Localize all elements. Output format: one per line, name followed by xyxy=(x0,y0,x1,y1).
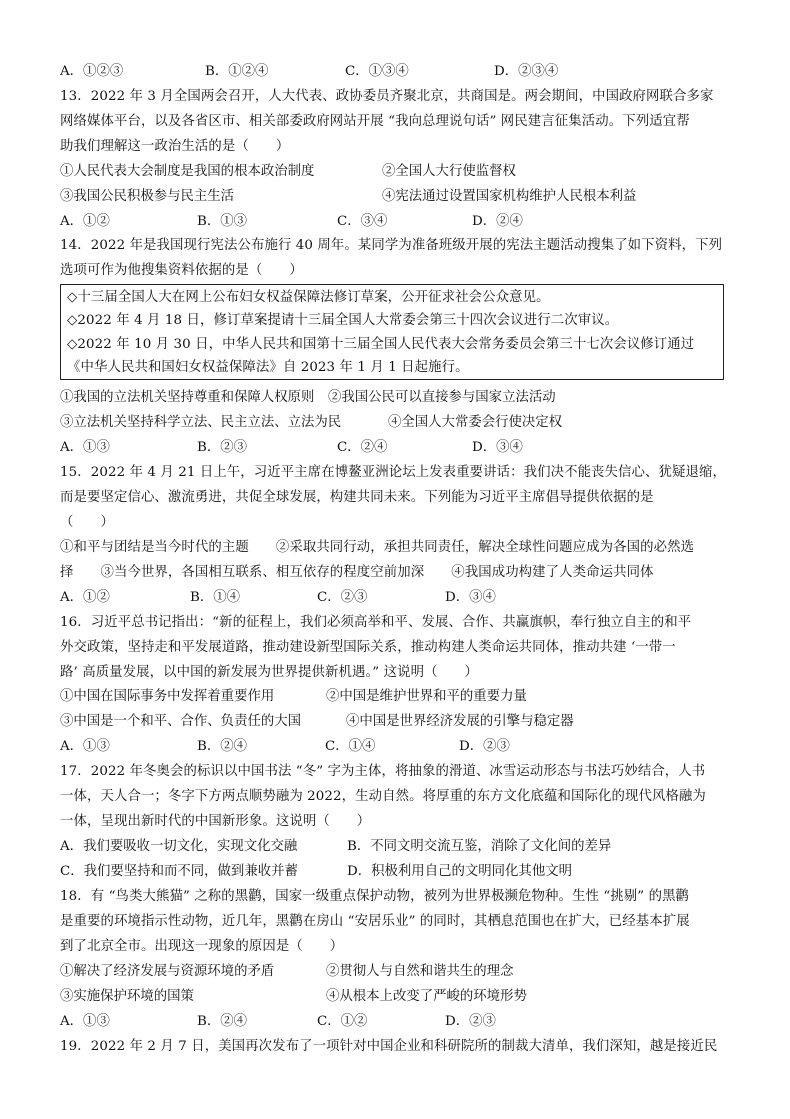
q15-stem-line: 而是要坚定信心、激流勇进，共促全球发展，构建共同未来。下列能为习近平主席倡导提供依据的是 xyxy=(60,490,654,505)
q13-option-a: A．①② xyxy=(60,214,110,229)
q13-choice-4: ④宪法通过设置国家机构维护人民根本利益 xyxy=(382,189,637,204)
q17-option-a: A．我们要吸收一切文化，实现文化交融 xyxy=(60,839,298,854)
q12-options xyxy=(60,63,740,81)
q16-choice-3: ③中国是一个和平、合作、负责任的大国 xyxy=(60,714,302,729)
q15-choices-line: ①和平与团结是当今时代的主题 ②采取共同行动，承担共同责任，解决全球性问题应成为各国的必然选 xyxy=(60,540,695,555)
q16-choice-4: ④中国是世界经济发展的引擎与稳定器 xyxy=(346,714,574,729)
q16-stem-line: 16．习近平总书记指出：“新的征程上，我们必须高举和平、发展、合作、共赢旗帜，奉行独立自主的和平 xyxy=(60,615,692,630)
q18-stem-line: 到了北京全市。出现这一现象的原因是（ ） xyxy=(60,939,344,954)
q13-options xyxy=(60,213,740,231)
q13-option-b: B．①③ xyxy=(197,214,248,229)
q15-option-a: A．①② xyxy=(60,590,110,605)
q14-option-d: D．③④ xyxy=(472,440,523,455)
q18-stem-line: 是重要的环境指示性动物，近几年，黑鹳在房山 “安居乐业” 的同时，其栖息范围也在扩大，已经基本扩展 xyxy=(60,914,690,929)
q14-choice-1: ①我国的立法机关坚持尊重和保障人权原则 xyxy=(60,390,315,405)
q14-material-line: ◇十三届全国人大在网上公布妇女权益保障法修订草案，公开征求社会公众意见。 xyxy=(67,290,550,305)
q18-choice-1: ①解决了经济发展与资源环境的矛盾 xyxy=(60,964,275,979)
q13-option-c: C．③④ xyxy=(337,214,388,229)
q15-option-b: B．①④ xyxy=(190,590,241,605)
q17-option-d: D．积极利用自己的文明同化其他文明 xyxy=(347,864,572,879)
q17-stem-line: 17．2022 年冬奥会的标识以中国书法 “冬” 字为主体，将抽象的滑道、冰雪运动形态与书法巧妙结合，人书 xyxy=(60,764,706,779)
q18-choices-row xyxy=(60,963,740,981)
q15-stem-line: （ ） xyxy=(60,515,114,530)
q13-choices-row xyxy=(60,188,740,206)
q15-stem-line: 15．2022 年 4 月 21 日上午，习近平主席在博鳌亚洲论坛上发表重要讲话：我们决不能丧失信心、犹疑退缩， xyxy=(60,465,726,480)
q13-choices-row xyxy=(60,163,740,181)
q15-choices-line: 择 ③当今世界，各国相互联系、相互依存的程度空前加深 ④我国成功构建了人类命运共同体 xyxy=(60,565,654,580)
q16-choices-row xyxy=(60,713,740,731)
q17-stem-line: 一体，呈现出新时代的中国新形象。这说明（ ） xyxy=(60,814,371,829)
q16-stem-line: 路’ 高质量发展，以中国的新发展为世界提供新机遇。” 这说明（ ） xyxy=(60,665,479,680)
q18-option-b: B．②④ xyxy=(197,1014,248,1029)
q17-options-row xyxy=(60,863,740,881)
q14-material-box xyxy=(60,284,724,380)
q18-option-a: A．①③ xyxy=(60,1014,110,1029)
q18-stem-line: 18．有 “鸟类大熊猫” 之称的黑鹳，国家一级重点保护动物，被列为世界极濒危物种。生性 “挑剔” 的黑鹳 xyxy=(60,889,690,904)
q14-choice-2: ②我国公民可以直接参与国家立法活动 xyxy=(328,390,556,405)
q15-option-d: D．③④ xyxy=(445,590,496,605)
q16-option-b: B．②④ xyxy=(197,739,248,754)
q16-choice-1: ①中国在国际事务中发挥着重要作用 xyxy=(60,689,275,704)
q19-stem-line: 19．2022 年 2 月 7 日，美国再次发布了一项针对中国企业和科研院所的制裁大清单，我们深知，越是接近民 xyxy=(60,1039,718,1054)
q14-options xyxy=(60,439,740,457)
q14-option-b: B．②③ xyxy=(197,440,248,455)
q14-stem-line: 选项可作为他搜集资料依据的是（ ） xyxy=(60,263,303,278)
q13-stem-line: 网络媒体平台，以及各省区市、相关部委政府网站开展 “我向总理说句话” 网民建言征集活动。下列适宜帮 xyxy=(60,114,690,129)
q14-choice-3: ③立法机关坚持科学立法、民主立法、立法为民 xyxy=(60,415,342,430)
q15-options xyxy=(60,589,740,607)
q16-option-c: C．①④ xyxy=(325,739,376,754)
q18-choice-3: ③实施保护环境的国策 xyxy=(60,989,194,1004)
q14-choices-row xyxy=(60,389,740,407)
q17-options-row xyxy=(60,838,740,856)
q13-choice-3: ③我国公民积极参与民主生活 xyxy=(60,189,235,204)
q14-material-line: ◇2022 年 10 月 30 日，中华人民共和国第十三届全国人民代表大会常务委员会第三十七次会议修订通过 xyxy=(67,337,695,352)
q18-option-d: D．②③ xyxy=(445,1014,496,1029)
q16-options xyxy=(60,738,740,756)
q14-choices-row xyxy=(60,414,740,432)
q17-option-b: B．不同文明交流互鉴，消除了文化间的差异 xyxy=(347,839,612,854)
q18-choice-4: ④从根本上改变了严峻的环境形势 xyxy=(326,989,527,1004)
q18-choices-row xyxy=(60,988,740,1006)
q16-choices-row xyxy=(60,688,740,706)
q16-option-d: D．②③ xyxy=(459,739,510,754)
q18-options xyxy=(60,1013,740,1031)
q18-option-c: C．①② xyxy=(317,1014,368,1029)
q13-choice-2: ②全国人大行使监督权 xyxy=(382,164,516,179)
q12-option-c: C．①③④ xyxy=(345,64,409,79)
q15-option-c: C．②③ xyxy=(317,590,368,605)
q17-stem-line: 一体，天人合一；冬字下方两点顺势融为 2022，生动自然。将厚重的东方文化底蕴和国际化的现代风格融为 xyxy=(60,789,706,804)
q13-option-d: D．②④ xyxy=(472,214,523,229)
q16-stem-line: 外交政策，坚持走和平发展道路，推动建设新型国际关系，推动构建人类命运共同体，推动共建 ‘一带一 xyxy=(60,640,676,655)
q14-option-c: C．②④ xyxy=(337,440,388,455)
q16-choice-2: ②中国是维护世界和平的重要力量 xyxy=(326,689,527,704)
q13-stem-line: 助我们理解这一政治生活的是（ ） xyxy=(60,139,290,154)
q12-option-d: D．②③④ xyxy=(494,64,559,79)
q17-option-c: C．我们要坚持和而不同，做到兼收并蓄 xyxy=(60,864,298,879)
q12-option-a: A．①②③ xyxy=(60,64,124,79)
q14-option-a: A．①③ xyxy=(60,440,110,455)
q14-stem-line: 14．2022 年是我国现行宪法公布施行 40 周年。某同学为准备班级开展的宪法主题活动搜集了如下资料，下列 xyxy=(60,238,723,253)
q14-material-line: ◇2022 年 4 月 18 日，修订草案提请十三届全国人大常委会第三十四次会议进行二次审议。 xyxy=(67,313,619,328)
q13-stem-line: 13．2022 年 3 月全国两会召开，人大代表、政协委员齐聚北京，共商国是。两会期间，中国政府网联合多家 xyxy=(60,89,714,104)
q12-option-b: B．①②④ xyxy=(205,64,269,79)
q14-material-line: 《中华人民共和国妇女权益保障法》自 2023 年 1 月 1 日起施行。 xyxy=(67,360,469,375)
q14-choice-4: ④全国人大常委会行使决定权 xyxy=(388,415,563,430)
q18-choice-2: ②贯彻人与自然和谐共生的理念 xyxy=(326,964,514,979)
q13-choice-1: ①人民代表大会制度是我国的根本政治制度 xyxy=(60,164,315,179)
q16-option-a: A．①③ xyxy=(60,739,110,754)
